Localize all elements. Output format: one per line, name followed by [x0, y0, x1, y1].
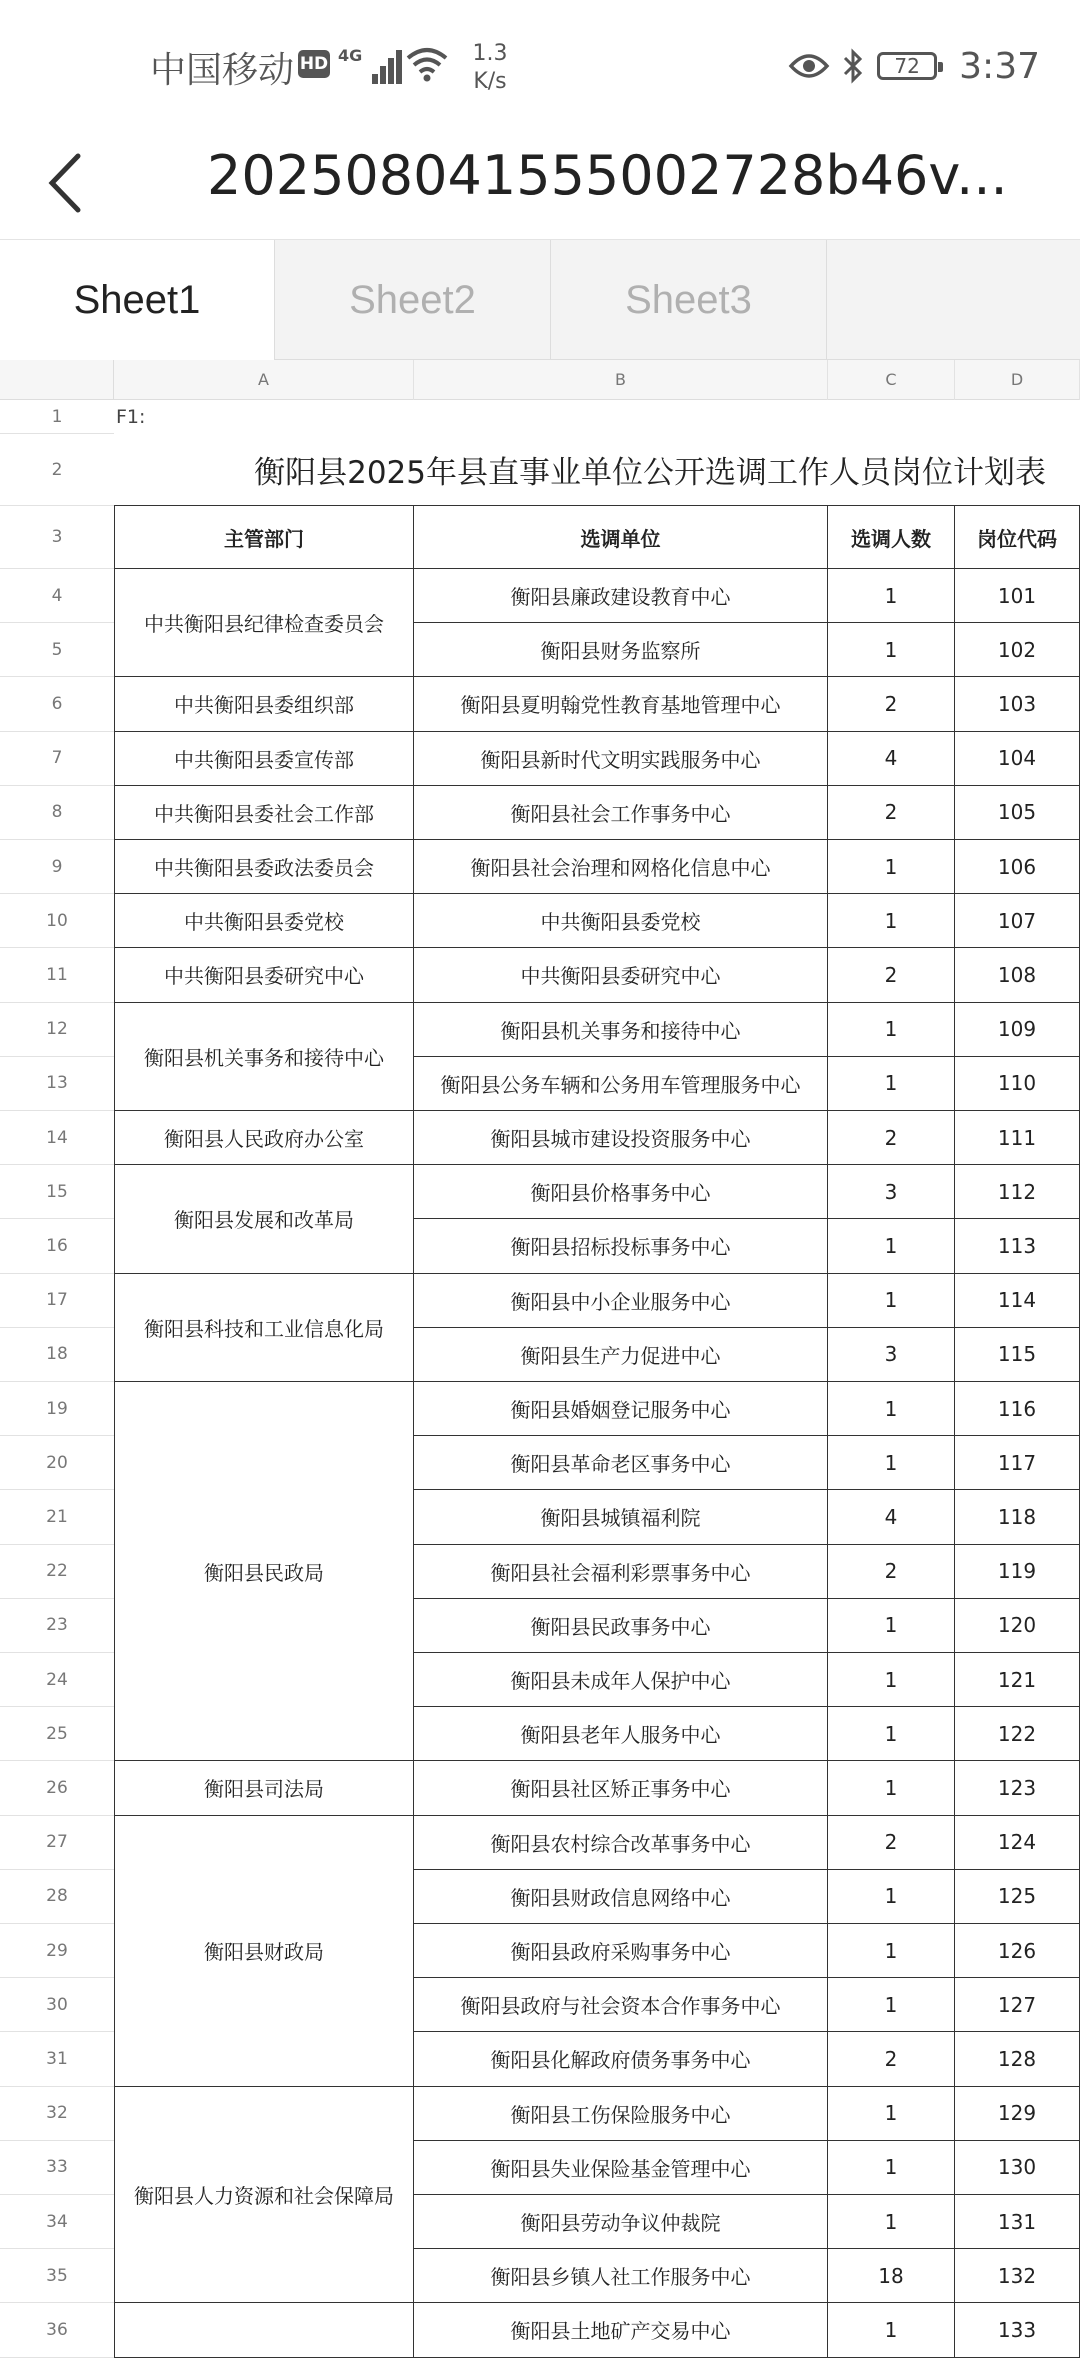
wifi-icon [405, 46, 449, 82]
code-cell[interactable]: 119 [955, 1545, 1080, 1599]
unit-cell[interactable]: 衡阳县社会治理和网格化信息中心 [414, 840, 828, 894]
unit-cell[interactable]: 衡阳县招标投标事务中心 [414, 1219, 828, 1273]
code-cell[interactable]: 108 [955, 948, 1080, 1002]
unit-cell[interactable]: 衡阳县民政事务中心 [414, 1599, 828, 1653]
column-header-a[interactable]: A [114, 360, 414, 400]
count-cell[interactable]: 1 [828, 1924, 955, 1978]
row-header-20[interactable]: 20 [0, 1436, 114, 1490]
column-header-b[interactable]: B [414, 360, 828, 400]
unit-cell[interactable]: 中共衡阳县委党校 [414, 894, 828, 948]
code-cell[interactable]: 104 [955, 732, 1080, 786]
row-header-6[interactable]: 6 [0, 677, 114, 731]
unit-cell[interactable]: 衡阳县土地矿产交易中心 [414, 2303, 828, 2357]
row-header-17[interactable]: 17 [0, 1274, 114, 1328]
code-cell[interactable]: 117 [955, 1436, 1080, 1490]
row-header-21[interactable]: 21 [0, 1490, 114, 1544]
row-header-33[interactable]: 33 [0, 2141, 114, 2195]
row-header-22[interactable]: 22 [0, 1545, 114, 1599]
row-header-8[interactable]: 8 [0, 786, 114, 840]
department-cell[interactable] [114, 2303, 414, 2357]
row-header-14[interactable]: 14 [0, 1111, 114, 1165]
code-cell[interactable]: 116 [955, 1382, 1080, 1436]
header-cell[interactable]: 岗位代码 [955, 506, 1080, 569]
unit-cell[interactable]: 衡阳县城镇福利院 [414, 1490, 828, 1544]
row-header-5[interactable]: 5 [0, 623, 114, 677]
sheet-tabs [0, 240, 1080, 360]
department-cell[interactable]: 中共衡阳县委宣传部 [114, 732, 414, 786]
unit-cell[interactable]: 衡阳县政府采购事务中心 [414, 1924, 828, 1978]
count-cell[interactable]: 1 [828, 1219, 955, 1273]
column-headers [0, 360, 1080, 400]
row-header-27[interactable]: 27 [0, 1816, 114, 1870]
department-cell[interactable]: 中共衡阳县委党校 [114, 894, 414, 948]
department-cell[interactable]: 衡阳县发展和改革局 [114, 1165, 414, 1273]
row-header-4[interactable]: 4 [0, 569, 114, 623]
code-cell[interactable]: 127 [955, 1978, 1080, 2032]
count-cell[interactable]: 1 [828, 623, 955, 677]
unit-cell[interactable]: 衡阳县婚姻登记服务中心 [414, 1382, 828, 1436]
department-cell[interactable]: 衡阳县司法局 [114, 1761, 414, 1815]
code-cell[interactable]: 107 [955, 894, 1080, 948]
row-header-13[interactable]: 13 [0, 1057, 114, 1111]
back-arrow-icon[interactable] [40, 148, 100, 218]
row-header-1[interactable]: 1 [0, 400, 114, 434]
code-cell[interactable]: 112 [955, 1165, 1080, 1219]
department-cell[interactable]: 衡阳县人民政府办公室 [114, 1111, 414, 1165]
unit-cell[interactable]: 衡阳县政府与社会资本合作事务中心 [414, 1978, 828, 2032]
unit-cell[interactable]: 衡阳县廉政建设教育中心 [414, 569, 828, 623]
code-cell[interactable]: 128 [955, 2032, 1080, 2086]
count-cell[interactable]: 2 [828, 677, 955, 731]
row-header-15[interactable]: 15 [0, 1165, 114, 1219]
carrier-label: 中国移动 [150, 50, 295, 91]
count-cell[interactable]: 2 [828, 2032, 955, 2086]
count-cell[interactable]: 1 [828, 2195, 955, 2249]
count-cell[interactable]: 1 [828, 1761, 955, 1815]
battery-icon: 72 [877, 52, 937, 80]
count-cell[interactable]: 1 [828, 569, 955, 623]
code-cell[interactable]: 126 [955, 1924, 1080, 1978]
row-header-23[interactable]: 23 [0, 1599, 114, 1653]
department-cell[interactable]: 中共衡阳县委政法委员会 [114, 840, 414, 894]
tab-sheet3[interactable]: Sheet3 [551, 240, 827, 360]
status-bar: 中国移动 HD 4G 1.3 K/s 72 3:37 [0, 0, 1080, 130]
row-header-28[interactable]: 28 [0, 1870, 114, 1924]
row-header-31[interactable]: 31 [0, 2032, 114, 2086]
row-header-10[interactable]: 10 [0, 894, 114, 948]
unit-cell[interactable]: 衡阳县夏明翰党性教育基地管理中心 [414, 677, 828, 731]
code-cell[interactable]: 109 [955, 1003, 1080, 1057]
department-cell[interactable]: 中共衡阳县委研究中心 [114, 948, 414, 1002]
count-cell[interactable]: 1 [828, 1978, 955, 2032]
app-bar [0, 130, 1080, 240]
code-cell[interactable]: 125 [955, 1870, 1080, 1924]
row-header-25[interactable]: 25 [0, 1707, 114, 1761]
unit-cell[interactable]: 衡阳县劳动争议仲裁院 [414, 2195, 828, 2249]
code-cell[interactable]: 102 [955, 623, 1080, 677]
tab-sheet1[interactable]: Sheet1 [0, 240, 275, 360]
count-cell[interactable]: 2 [828, 1545, 955, 1599]
row-header-35[interactable]: 35 [0, 2249, 114, 2303]
row-header-24[interactable]: 24 [0, 1653, 114, 1707]
unit-cell[interactable]: 衡阳县生产力促进中心 [414, 1328, 828, 1382]
network-speed: 1.3 K/s [472, 41, 508, 94]
count-cell[interactable]: 4 [828, 732, 955, 786]
column-header-d[interactable]: D [955, 360, 1080, 400]
unit-cell[interactable]: 衡阳县革命老区事务中心 [414, 1436, 828, 1490]
code-cell[interactable]: 131 [955, 2195, 1080, 2249]
count-cell[interactable]: 1 [828, 2087, 955, 2141]
header-cell[interactable]: 选调单位 [414, 506, 828, 569]
spreadsheet-grid[interactable] [0, 360, 1080, 2344]
file-title: 202508041555002728b46v... [207, 144, 1008, 207]
unit-cell[interactable]: 衡阳县机关事务和接待中心 [414, 1003, 828, 1057]
unit-cell[interactable]: 衡阳县化解政府债务事务中心 [414, 2032, 828, 2086]
count-cell[interactable]: 1 [828, 1653, 955, 1707]
unit-cell[interactable]: 衡阳县老年人服务中心 [414, 1707, 828, 1761]
unit-cell[interactable]: 衡阳县工伤保险服务中心 [414, 2087, 828, 2141]
count-cell[interactable]: 18 [828, 2249, 955, 2303]
count-cell[interactable]: 4 [828, 1490, 955, 1544]
count-cell[interactable]: 1 [828, 1003, 955, 1057]
unit-cell[interactable]: 衡阳县乡镇人社工作服务中心 [414, 2249, 828, 2303]
unit-cell[interactable]: 衡阳县公务车辆和公务用车管理服务中心 [414, 1057, 828, 1111]
row-header-2[interactable]: 2 [0, 434, 114, 506]
unit-cell[interactable]: 衡阳县财政信息网络中心 [414, 1870, 828, 1924]
code-cell[interactable]: 129 [955, 2087, 1080, 2141]
count-cell[interactable]: 1 [828, 2303, 955, 2357]
unit-cell[interactable]: 衡阳县社会福利彩票事务中心 [414, 1545, 828, 1599]
code-cell[interactable]: 106 [955, 840, 1080, 894]
count-cell[interactable]: 1 [828, 1274, 955, 1328]
code-cell[interactable]: 123 [955, 1761, 1080, 1815]
clock: 3:37 [959, 45, 1040, 87]
eye-icon [789, 52, 829, 80]
row-header-7[interactable]: 7 [0, 732, 114, 786]
unit-cell[interactable]: 衡阳县城市建设投资服务中心 [414, 1111, 828, 1165]
department-cell[interactable]: 衡阳县科技和工业信息化局 [114, 1274, 414, 1382]
count-cell[interactable]: 1 [828, 1870, 955, 1924]
sheet-title[interactable]: 衡阳县2025年县直事业单位公开选调工作人员岗位计划表 [114, 434, 1080, 506]
unit-cell[interactable]: 衡阳县财务监察所 [414, 623, 828, 677]
department-cell[interactable]: 中共衡阳县纪律检查委员会 [114, 569, 414, 677]
department-cell[interactable]: 衡阳县民政局 [114, 1382, 414, 1761]
row-header-11[interactable]: 11 [0, 948, 114, 1002]
code-cell[interactable]: 115 [955, 1328, 1080, 1382]
department-cell[interactable]: 衡阳县财政局 [114, 1816, 414, 2087]
count-cell[interactable]: 1 [828, 1599, 955, 1653]
row-header-18[interactable]: 18 [0, 1328, 114, 1382]
unit-cell[interactable]: 衡阳县失业保险基金管理中心 [414, 2141, 828, 2195]
code-cell[interactable]: 122 [955, 1707, 1080, 1761]
header-cell[interactable]: 主管部门 [114, 506, 414, 569]
row-header-29[interactable]: 29 [0, 1924, 114, 1978]
unit-cell[interactable]: 衡阳县社会工作事务中心 [414, 786, 828, 840]
unit-cell[interactable]: 衡阳县未成年人保护中心 [414, 1653, 828, 1707]
row-header-30[interactable]: 30 [0, 1978, 114, 2032]
code-cell[interactable]: 114 [955, 1274, 1080, 1328]
row-header-12[interactable]: 12 [0, 1003, 114, 1057]
unit-cell[interactable]: 衡阳县新时代文明实践服务中心 [414, 732, 828, 786]
count-cell[interactable]: 2 [828, 1111, 955, 1165]
code-cell[interactable]: 118 [955, 1490, 1080, 1544]
code-cell[interactable]: 121 [955, 1653, 1080, 1707]
row-header-26[interactable]: 26 [0, 1761, 114, 1815]
count-cell[interactable]: 2 [828, 948, 955, 1002]
tab-sheet2[interactable]: Sheet2 [275, 240, 551, 360]
count-cell[interactable]: 1 [828, 1707, 955, 1761]
unit-cell[interactable]: 衡阳县农村综合改革事务中心 [414, 1816, 828, 1870]
code-cell[interactable]: 110 [955, 1057, 1080, 1111]
code-cell[interactable]: 101 [955, 569, 1080, 623]
bluetooth-icon [841, 48, 865, 84]
department-cell[interactable]: 中共衡阳县委社会工作部 [114, 786, 414, 840]
count-cell[interactable]: 2 [828, 1816, 955, 1870]
row-header-16[interactable]: 16 [0, 1219, 114, 1273]
row-header-36[interactable]: 36 [0, 2303, 114, 2357]
department-cell[interactable]: 衡阳县人力资源和社会保障局 [114, 2087, 414, 2304]
count-cell[interactable]: 1 [828, 1436, 955, 1490]
count-cell[interactable]: 1 [828, 840, 955, 894]
count-cell[interactable]: 2 [828, 786, 955, 840]
row-header-32[interactable]: 32 [0, 2087, 114, 2141]
code-cell[interactable]: 132 [955, 2249, 1080, 2303]
code-cell[interactable]: 113 [955, 1219, 1080, 1273]
unit-cell[interactable]: 衡阳县中小企业服务中心 [414, 1274, 828, 1328]
code-cell[interactable]: 111 [955, 1111, 1080, 1165]
count-cell[interactable]: 1 [828, 2141, 955, 2195]
hd-icon: HD [298, 50, 330, 78]
select-all-corner[interactable] [0, 360, 114, 400]
code-cell[interactable]: 130 [955, 2141, 1080, 2195]
count-cell[interactable]: 1 [828, 1057, 955, 1111]
count-cell[interactable]: 3 [828, 1165, 955, 1219]
unit-cell[interactable]: 中共衡阳县委研究中心 [414, 948, 828, 1002]
column-header-c[interactable]: C [828, 360, 955, 400]
header-cell[interactable]: 选调人数 [828, 506, 955, 569]
count-cell[interactable]: 3 [828, 1328, 955, 1382]
row-header-3[interactable]: 3 [0, 506, 114, 569]
count-cell[interactable]: 1 [828, 894, 955, 948]
row-header-19[interactable]: 19 [0, 1382, 114, 1436]
cell-a1[interactable]: F1: [116, 406, 146, 428]
code-cell[interactable]: 105 [955, 786, 1080, 840]
unit-cell[interactable]: 衡阳县价格事务中心 [414, 1165, 828, 1219]
unit-cell[interactable]: 衡阳县社区矫正事务中心 [414, 1761, 828, 1815]
row-header-34[interactable]: 34 [0, 2195, 114, 2249]
code-cell[interactable]: 103 [955, 677, 1080, 731]
count-cell[interactable]: 1 [828, 1382, 955, 1436]
code-cell[interactable]: 124 [955, 1816, 1080, 1870]
department-cell[interactable]: 中共衡阳县委组织部 [114, 677, 414, 731]
department-cell[interactable]: 衡阳县机关事务和接待中心 [114, 1003, 414, 1111]
row-header-9[interactable]: 9 [0, 840, 114, 894]
code-cell[interactable]: 133 [955, 2303, 1080, 2357]
code-cell[interactable]: 120 [955, 1599, 1080, 1653]
